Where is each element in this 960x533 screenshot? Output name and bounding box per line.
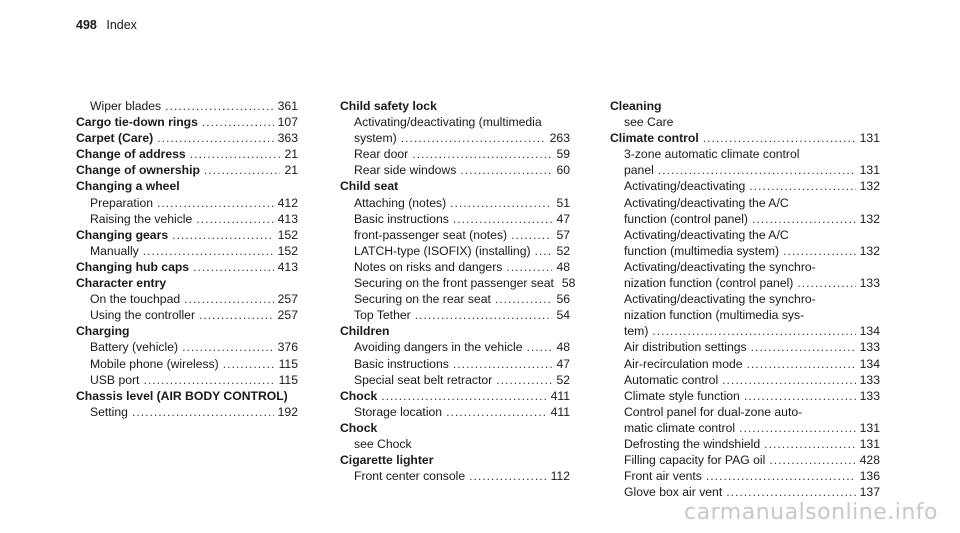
entry-text: Activating/deactivating the A/C: [624, 227, 789, 242]
index-heading: [76, 146, 298, 162]
entry-text: Air distribution settings: [624, 340, 747, 355]
entry-text: Child seat: [340, 179, 399, 194]
index-subentry: [340, 243, 570, 259]
index-subentry: [76, 372, 298, 388]
leader-dots: [132, 404, 274, 416]
leader-dots: [199, 307, 274, 319]
entry-text: Wiper blades: [90, 99, 162, 113]
leader-dots: [460, 162, 552, 174]
page-reference: 412: [277, 195, 298, 210]
leader-dots: [703, 130, 856, 142]
entry-text: function (control panel): [624, 211, 748, 226]
leader-dots: [739, 420, 856, 432]
index-heading: [76, 178, 298, 194]
page-reference: 152: [277, 227, 298, 242]
index-subentry: [610, 452, 880, 468]
leader-dots: [752, 211, 856, 223]
index-subentry: [610, 195, 880, 211]
page-reference: 52: [556, 243, 570, 258]
page-reference: 137: [859, 485, 880, 500]
index-subentry: [610, 468, 880, 484]
page-reference: 257: [277, 308, 298, 323]
page-reference: 131: [859, 163, 880, 178]
index-subentry: [610, 275, 880, 291]
entry-text: Preparation: [90, 195, 154, 210]
page-number: 498: [76, 18, 97, 32]
page-reference: 47: [556, 211, 570, 226]
index-subentry: [610, 404, 880, 420]
entry-text: Air-recirculation mode: [624, 356, 743, 371]
page-reference: 411: [550, 404, 570, 419]
page-reference: 136: [859, 469, 880, 484]
page-reference: 428: [859, 453, 880, 468]
index-subentry: [76, 291, 298, 307]
entry-text: see Chock: [354, 436, 412, 451]
entry-text: Avoiding dangers in the vehicle: [354, 340, 523, 355]
entry-text: Defrosting the windshield: [624, 436, 761, 451]
index-subentry: [340, 275, 576, 291]
page-reference: 48: [556, 259, 570, 274]
page-reference: 413: [277, 211, 298, 226]
leader-dots: [381, 388, 546, 400]
index-subentry: [340, 404, 570, 420]
page-reference: 58: [561, 276, 576, 291]
leader-dots: [196, 211, 273, 223]
index-subentry: [610, 114, 880, 130]
entry-text: Automatic control: [624, 372, 719, 387]
index-subentry: [76, 404, 298, 420]
entry-text: LATCH-type (ISOFIX) (installing): [354, 243, 531, 258]
entry-text: Attaching (notes): [354, 195, 447, 210]
entry-text: Manually: [90, 243, 139, 258]
page-reference: 52: [556, 372, 570, 387]
entry-text: Cleaning: [610, 99, 662, 113]
leader-dots: [401, 130, 546, 142]
entry-text: Changing hub caps: [76, 259, 190, 274]
index-heading: [76, 114, 298, 130]
leader-dots: [747, 356, 856, 368]
leader-dots: [223, 356, 275, 368]
index-subentry: [76, 211, 298, 227]
page-reference: 152: [277, 243, 298, 258]
page-reference: 115: [278, 356, 298, 371]
leader-dots: [706, 468, 856, 480]
entry-text: Securing on the rear seat: [354, 292, 491, 307]
page-reference: 47: [556, 356, 570, 371]
page-reference: 133: [859, 276, 880, 291]
index-heading: [76, 227, 298, 243]
entry-text: Chock: [340, 420, 378, 435]
index-subentry: [610, 259, 880, 275]
entry-text: Child safety lock: [340, 99, 437, 113]
entry-text: Chock: [340, 388, 378, 403]
page-reference: 133: [859, 340, 880, 355]
entry-text: Mobile phone (wireless): [90, 356, 219, 371]
page-reference: 60: [556, 163, 570, 178]
entry-text: Filling capacity for PAG oil: [624, 453, 766, 468]
entry-text: front-passenger seat (notes): [354, 227, 508, 242]
entry-text: USB port: [90, 372, 140, 387]
index-subentry: [610, 339, 880, 355]
index-subentry: [76, 356, 298, 372]
leader-dots: [446, 404, 546, 416]
page-reference: 411: [550, 388, 570, 403]
index-heading: [76, 275, 298, 291]
entry-text: Climate control: [610, 131, 699, 146]
index-subentry: [340, 162, 570, 178]
entry-text: function (multimedia system): [624, 243, 780, 258]
index-subentry: [610, 420, 880, 436]
page-reference: 263: [549, 131, 570, 146]
index-subentry: [340, 436, 570, 452]
entry-text: Change of ownership: [76, 163, 200, 178]
leader-dots: [415, 307, 553, 319]
index-subentry: [340, 356, 570, 372]
leader-dots: [726, 484, 855, 496]
index-subentry: [610, 162, 880, 178]
entry-text: system): [354, 131, 397, 146]
page-reference: 376: [277, 340, 298, 355]
page-reference: 56: [556, 292, 570, 307]
entry-text: On the touchpad: [90, 292, 181, 307]
page-reference: 48: [556, 340, 570, 355]
entry-text: Control panel for dual-zone auto-: [624, 404, 803, 419]
leader-dots: [764, 436, 855, 448]
entry-text: Setting: [90, 404, 128, 419]
leader-dots: [744, 388, 856, 400]
leader-dots: [204, 162, 281, 174]
page-reference: 413: [277, 259, 298, 274]
entry-text: Securing on the front passenger seat: [354, 276, 554, 291]
leader-dots: [751, 339, 856, 351]
entry-text: nization function (multimedia sys-: [624, 308, 805, 323]
leader-dots: [143, 243, 274, 255]
page-reference: 54: [556, 308, 570, 323]
page-reference: 112: [550, 469, 570, 484]
index-subentry: [610, 484, 880, 500]
page-reference: 363: [277, 131, 298, 146]
entry-text: Charging: [76, 324, 130, 339]
entry-text: Notes on risks and dangers: [354, 259, 503, 274]
index-subentry: [340, 227, 570, 243]
leader-dots: [182, 339, 274, 351]
index-subentry: [340, 468, 570, 484]
leader-dots: [143, 372, 274, 384]
page-reference: 131: [859, 436, 880, 451]
entry-text: Battery (vehicle): [90, 340, 179, 355]
page-reference: 131: [859, 131, 880, 146]
page-reference: 51: [556, 195, 570, 210]
page-reference: 107: [277, 115, 298, 130]
leader-dots: [652, 323, 855, 335]
index-subentry: [610, 243, 880, 259]
leader-dots: [202, 114, 274, 126]
index-subentry: [610, 227, 880, 243]
index-heading: [610, 130, 880, 146]
page-reference: 132: [859, 211, 880, 226]
page-reference: 57: [556, 227, 570, 242]
leader-dots: [412, 146, 552, 158]
entry-text: Storage location: [354, 404, 443, 419]
page-reference: 132: [859, 179, 880, 194]
index-heading: [76, 259, 298, 275]
leader-dots: [165, 98, 274, 110]
page-reference: 132: [859, 243, 880, 258]
entry-text: Raising the vehicle: [90, 211, 193, 226]
entry-text: Glove box air vent: [624, 485, 723, 500]
entry-text: Changing a wheel: [76, 179, 180, 194]
page-reference: 257: [277, 292, 298, 307]
index-heading: [76, 162, 298, 178]
index-subentry: [340, 291, 570, 307]
page-reference: 192: [277, 404, 298, 419]
index-heading: [340, 388, 570, 404]
index-heading: [340, 178, 570, 194]
page-header: [76, 18, 137, 32]
index-subentry: [340, 195, 570, 211]
index-subentry: [340, 259, 570, 275]
entry-text: Carpet (Care): [76, 131, 154, 146]
page-reference: 59: [556, 147, 570, 162]
entry-text: Activating/deactivating: [624, 179, 746, 194]
leader-dots: [172, 227, 274, 239]
leader-dots: [506, 259, 552, 271]
index-heading: [340, 323, 570, 339]
entry-text: nization function (control panel): [624, 276, 794, 291]
leader-dots: [193, 259, 274, 271]
index-subentry: [610, 356, 880, 372]
leader-dots: [749, 178, 855, 190]
page-reference: 134: [859, 324, 880, 339]
entry-text: Changing gears: [76, 227, 169, 242]
entry-text: Change of address: [76, 147, 186, 162]
index-heading: [340, 452, 570, 468]
section-title: Index: [106, 18, 137, 32]
index-subentry: [610, 291, 880, 307]
leader-dots: [190, 146, 281, 158]
entry-text: Activating/deactivating the synchro-: [624, 259, 816, 274]
entry-text: 3-zone automatic climate control: [624, 147, 800, 162]
entry-text: Children: [340, 324, 390, 339]
index-subentry: [340, 307, 570, 323]
page-reference: 133: [859, 372, 880, 387]
leader-dots: [769, 452, 855, 464]
leader-dots: [722, 372, 856, 384]
index-subentry: [76, 307, 298, 323]
entry-text: Front center console: [354, 469, 466, 484]
page-reference: 131: [859, 420, 880, 435]
index-subentry: [610, 436, 880, 452]
entry-text: Activating/deactivating the A/C: [624, 195, 789, 210]
index-column-3: [610, 98, 880, 500]
index-heading: [340, 98, 570, 114]
leader-dots: [157, 130, 273, 142]
index-subentry: [610, 146, 880, 162]
entry-text: panel: [624, 163, 654, 178]
entry-text: Top Tether: [354, 308, 411, 323]
index-subentry: [610, 178, 880, 194]
entry-text: Special seat belt retractor: [354, 372, 493, 387]
index-subentry: [76, 243, 298, 259]
page-reference: 21: [284, 163, 298, 178]
leader-dots: [157, 195, 274, 207]
index-subentry: [340, 211, 570, 227]
leader-dots: [526, 339, 552, 351]
index-subentry: [610, 307, 880, 323]
index-subentry: [610, 211, 880, 227]
entry-text: Activating/deactivating (multimedia: [354, 115, 542, 130]
page-reference: 133: [859, 388, 880, 403]
leader-dots: [184, 291, 274, 303]
index-subentry: [340, 146, 570, 162]
index-column-1: [76, 98, 298, 420]
leader-dots: [453, 356, 553, 368]
index-heading: [340, 420, 570, 436]
entry-text: Climate style function: [624, 388, 740, 403]
leader-dots: [783, 243, 856, 255]
entry-text: Activating/deactivating the synchro-: [624, 292, 816, 307]
index-heading: [610, 98, 880, 114]
index-column-2: [340, 98, 576, 484]
entry-text: Basic instructions: [354, 356, 449, 371]
index-subentry: [610, 388, 880, 404]
leader-dots: [450, 195, 552, 207]
index-subentry: [340, 114, 570, 130]
entry-text: Rear side windows: [354, 163, 457, 178]
page-reference: 134: [859, 356, 880, 371]
entry-text: Front air vents: [624, 469, 702, 484]
entry-text: Cargo tie-down rings: [76, 115, 198, 130]
index-subentry: [76, 98, 298, 114]
index-subentry: [610, 323, 880, 339]
entry-text: Using the controller: [90, 308, 195, 323]
entry-text: Cigarette lighter: [340, 453, 434, 468]
leader-dots: [535, 243, 553, 255]
index-heading: [76, 323, 298, 339]
entry-text: Rear door: [354, 147, 409, 162]
leader-dots: [797, 275, 855, 287]
entry-text: matic climate control: [624, 420, 736, 435]
entry-text: Character entry: [76, 276, 167, 291]
watermark: carmanualsonline.info: [684, 500, 938, 525]
index-heading: [76, 388, 298, 404]
index-subentry: [340, 130, 570, 146]
leader-dots: [496, 372, 552, 384]
index-subentry: [340, 339, 570, 355]
index-heading: [76, 130, 298, 146]
page-reference: 21: [284, 147, 298, 162]
leader-dots: [453, 211, 553, 223]
entry-text: Chassis level (AIR BODY CONTROL): [76, 388, 288, 403]
entry-text: tem): [624, 324, 649, 339]
leader-dots: [495, 291, 553, 303]
index-subentry: [340, 372, 570, 388]
page-reference: 115: [278, 372, 298, 387]
leader-dots: [658, 162, 856, 174]
index-subentry: [610, 372, 880, 388]
index-subentry: [76, 339, 298, 355]
leader-dots: [469, 468, 546, 480]
leader-dots: [511, 227, 552, 239]
entry-text: Basic instructions: [354, 211, 449, 226]
page-reference: 361: [277, 99, 298, 113]
entry-text: see Care: [624, 115, 674, 130]
index-subentry: [76, 195, 298, 211]
